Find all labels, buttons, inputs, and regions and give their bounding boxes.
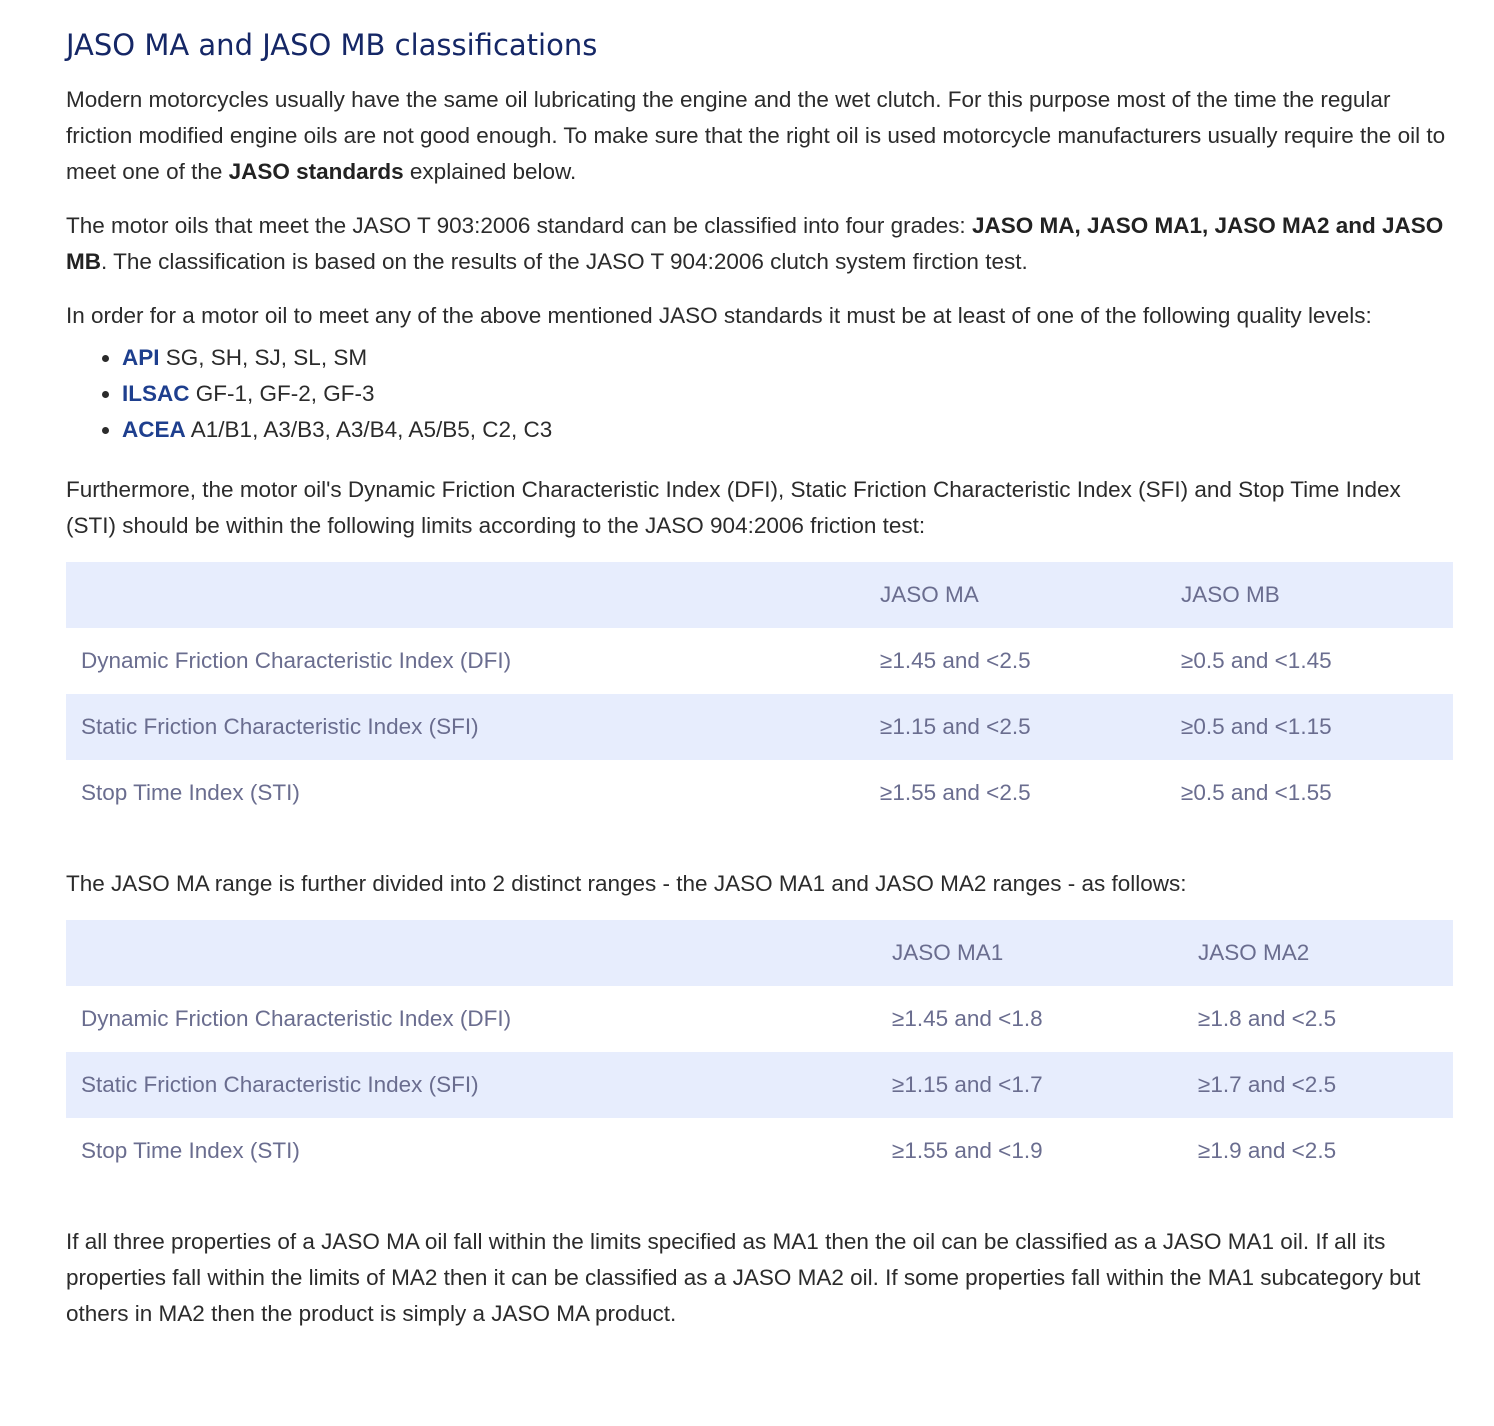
- table-header-cell: JASO MB: [1181, 582, 1280, 607]
- table-cell: ≥1.45 and <2.5: [880, 648, 1031, 673]
- standard-levels: GF-1, GF-2, GF-3: [189, 381, 375, 406]
- quality-level-list: [66, 340, 1453, 448]
- table-cell: ≥1.15 and <1.7: [892, 1072, 1043, 1097]
- grades-paragraph: [66, 208, 1453, 280]
- intro-text: Modern motorcycles usually have the same oil lubricating the engine and the wet clutch. For this purpose most of the time the regular friction modified engine oils are not good enough. To make sure that the right oil is used motorcycle manufacturers usually require the oil to meet one of the: [66, 87, 1446, 184]
- list-item: [122, 412, 1453, 448]
- table-cell: Stop Time Index (STI): [81, 1138, 300, 1163]
- table-cell: Static Friction Characteristic Index (SFI): [81, 1072, 479, 1097]
- list-item: [122, 376, 1453, 412]
- table-cell: ≥1.8 and <2.5: [1198, 1006, 1337, 1031]
- quality-intro: In order for a motor oil to meet any of the above mentioned JASO standards it must be at least of one of the following quality levels:: [66, 303, 1372, 328]
- table-header-cell: [66, 920, 877, 986]
- standard-levels: SG, SH, SJ, SL, SM: [159, 345, 368, 370]
- table-row: [66, 986, 1453, 1052]
- grades-bold: JASO MA, JASO MA1, JASO MA2 and JASO MB: [66, 213, 1444, 274]
- table-row: [66, 628, 1453, 694]
- ma-range-intro: The JASO MA range is further divided into 2 distinct ranges - the JASO MA1 and JASO MA2 ranges - as follows:: [66, 871, 1187, 896]
- standard-name: API: [122, 345, 160, 370]
- conclusion-paragraph: If all three properties of a JASO MA oil fall within the limits specified as MA1 then the oil can be classified as a JASO MA1 oil. If all its properties fall within the limits of MA2 then it can be classified as a JASO MA2 oil. If some properties fall within the MA1 subcategory but others in MA2 then the product is simply a JASO MA product.: [66, 1229, 1421, 1326]
- grades-text: The motor oils that meet the JASO T 903:2006 standard can be classified into four grades:: [66, 213, 972, 238]
- table-header-cell: [66, 562, 865, 628]
- table-cell: Dynamic Friction Characteristic Index (DFI): [81, 648, 512, 673]
- table-header-row: [66, 920, 1453, 986]
- table-header-cell: JASO MA2: [1198, 940, 1310, 965]
- table-cell: ≥1.9 and <2.5: [1198, 1138, 1337, 1163]
- table-header-row: [66, 562, 1453, 628]
- standard-name: ILSAC: [122, 381, 190, 406]
- jaso-ma-mb-table: [66, 562, 1453, 826]
- table-cell: Static Friction Characteristic Index (SFI): [81, 714, 479, 739]
- intro-text-end: explained below.: [403, 159, 577, 184]
- table-cell: ≥0.5 and <1.55: [1181, 780, 1332, 805]
- friction-intro: Furthermore, the motor oil's Dynamic Friction Characteristic Index (DFI), Static Friction Characteristic Index (SFI) and Stop Time Index (STI) should be within the following limits according to the JASO 904:2006 friction test:: [66, 477, 1401, 538]
- table-cell: ≥1.15 and <2.5: [880, 714, 1031, 739]
- table-cell: ≥1.7 and <2.5: [1198, 1072, 1337, 1097]
- list-item: [122, 340, 1453, 376]
- table-row: [66, 694, 1453, 760]
- table-cell: ≥1.55 and <2.5: [880, 780, 1031, 805]
- standard-levels: A1/B1, A3/B3, A3/B4, A5/B5, C2, C3: [185, 417, 553, 442]
- table-row: [66, 760, 1453, 826]
- table-cell: ≥0.5 and <1.45: [1181, 648, 1332, 673]
- table-cell: ≥1.55 and <1.9: [892, 1138, 1043, 1163]
- table-row: [66, 1052, 1453, 1118]
- article-content: [66, 0, 1453, 1332]
- standard-name: ACEA: [122, 417, 186, 442]
- table-row: [66, 1118, 1453, 1184]
- table-cell: ≥0.5 and <1.15: [1181, 714, 1332, 739]
- intro-paragraph: [66, 82, 1453, 190]
- intro-bold: JASO standards: [228, 159, 404, 184]
- table-header-cell: JASO MA1: [892, 940, 1004, 965]
- table-header-cell: JASO MA: [880, 582, 979, 607]
- page-title: JASO MA and JASO MB classifications: [66, 28, 598, 62]
- grades-text-end: . The classification is based on the results of the JASO T 904:2006 clutch system firction test.: [101, 249, 1028, 274]
- table-cell: Dynamic Friction Characteristic Index (DFI): [81, 1006, 512, 1031]
- jaso-ma1-ma2-table: [66, 920, 1453, 1184]
- table-cell: ≥1.45 and <1.8: [892, 1006, 1043, 1031]
- table-cell: Stop Time Index (STI): [81, 780, 300, 805]
